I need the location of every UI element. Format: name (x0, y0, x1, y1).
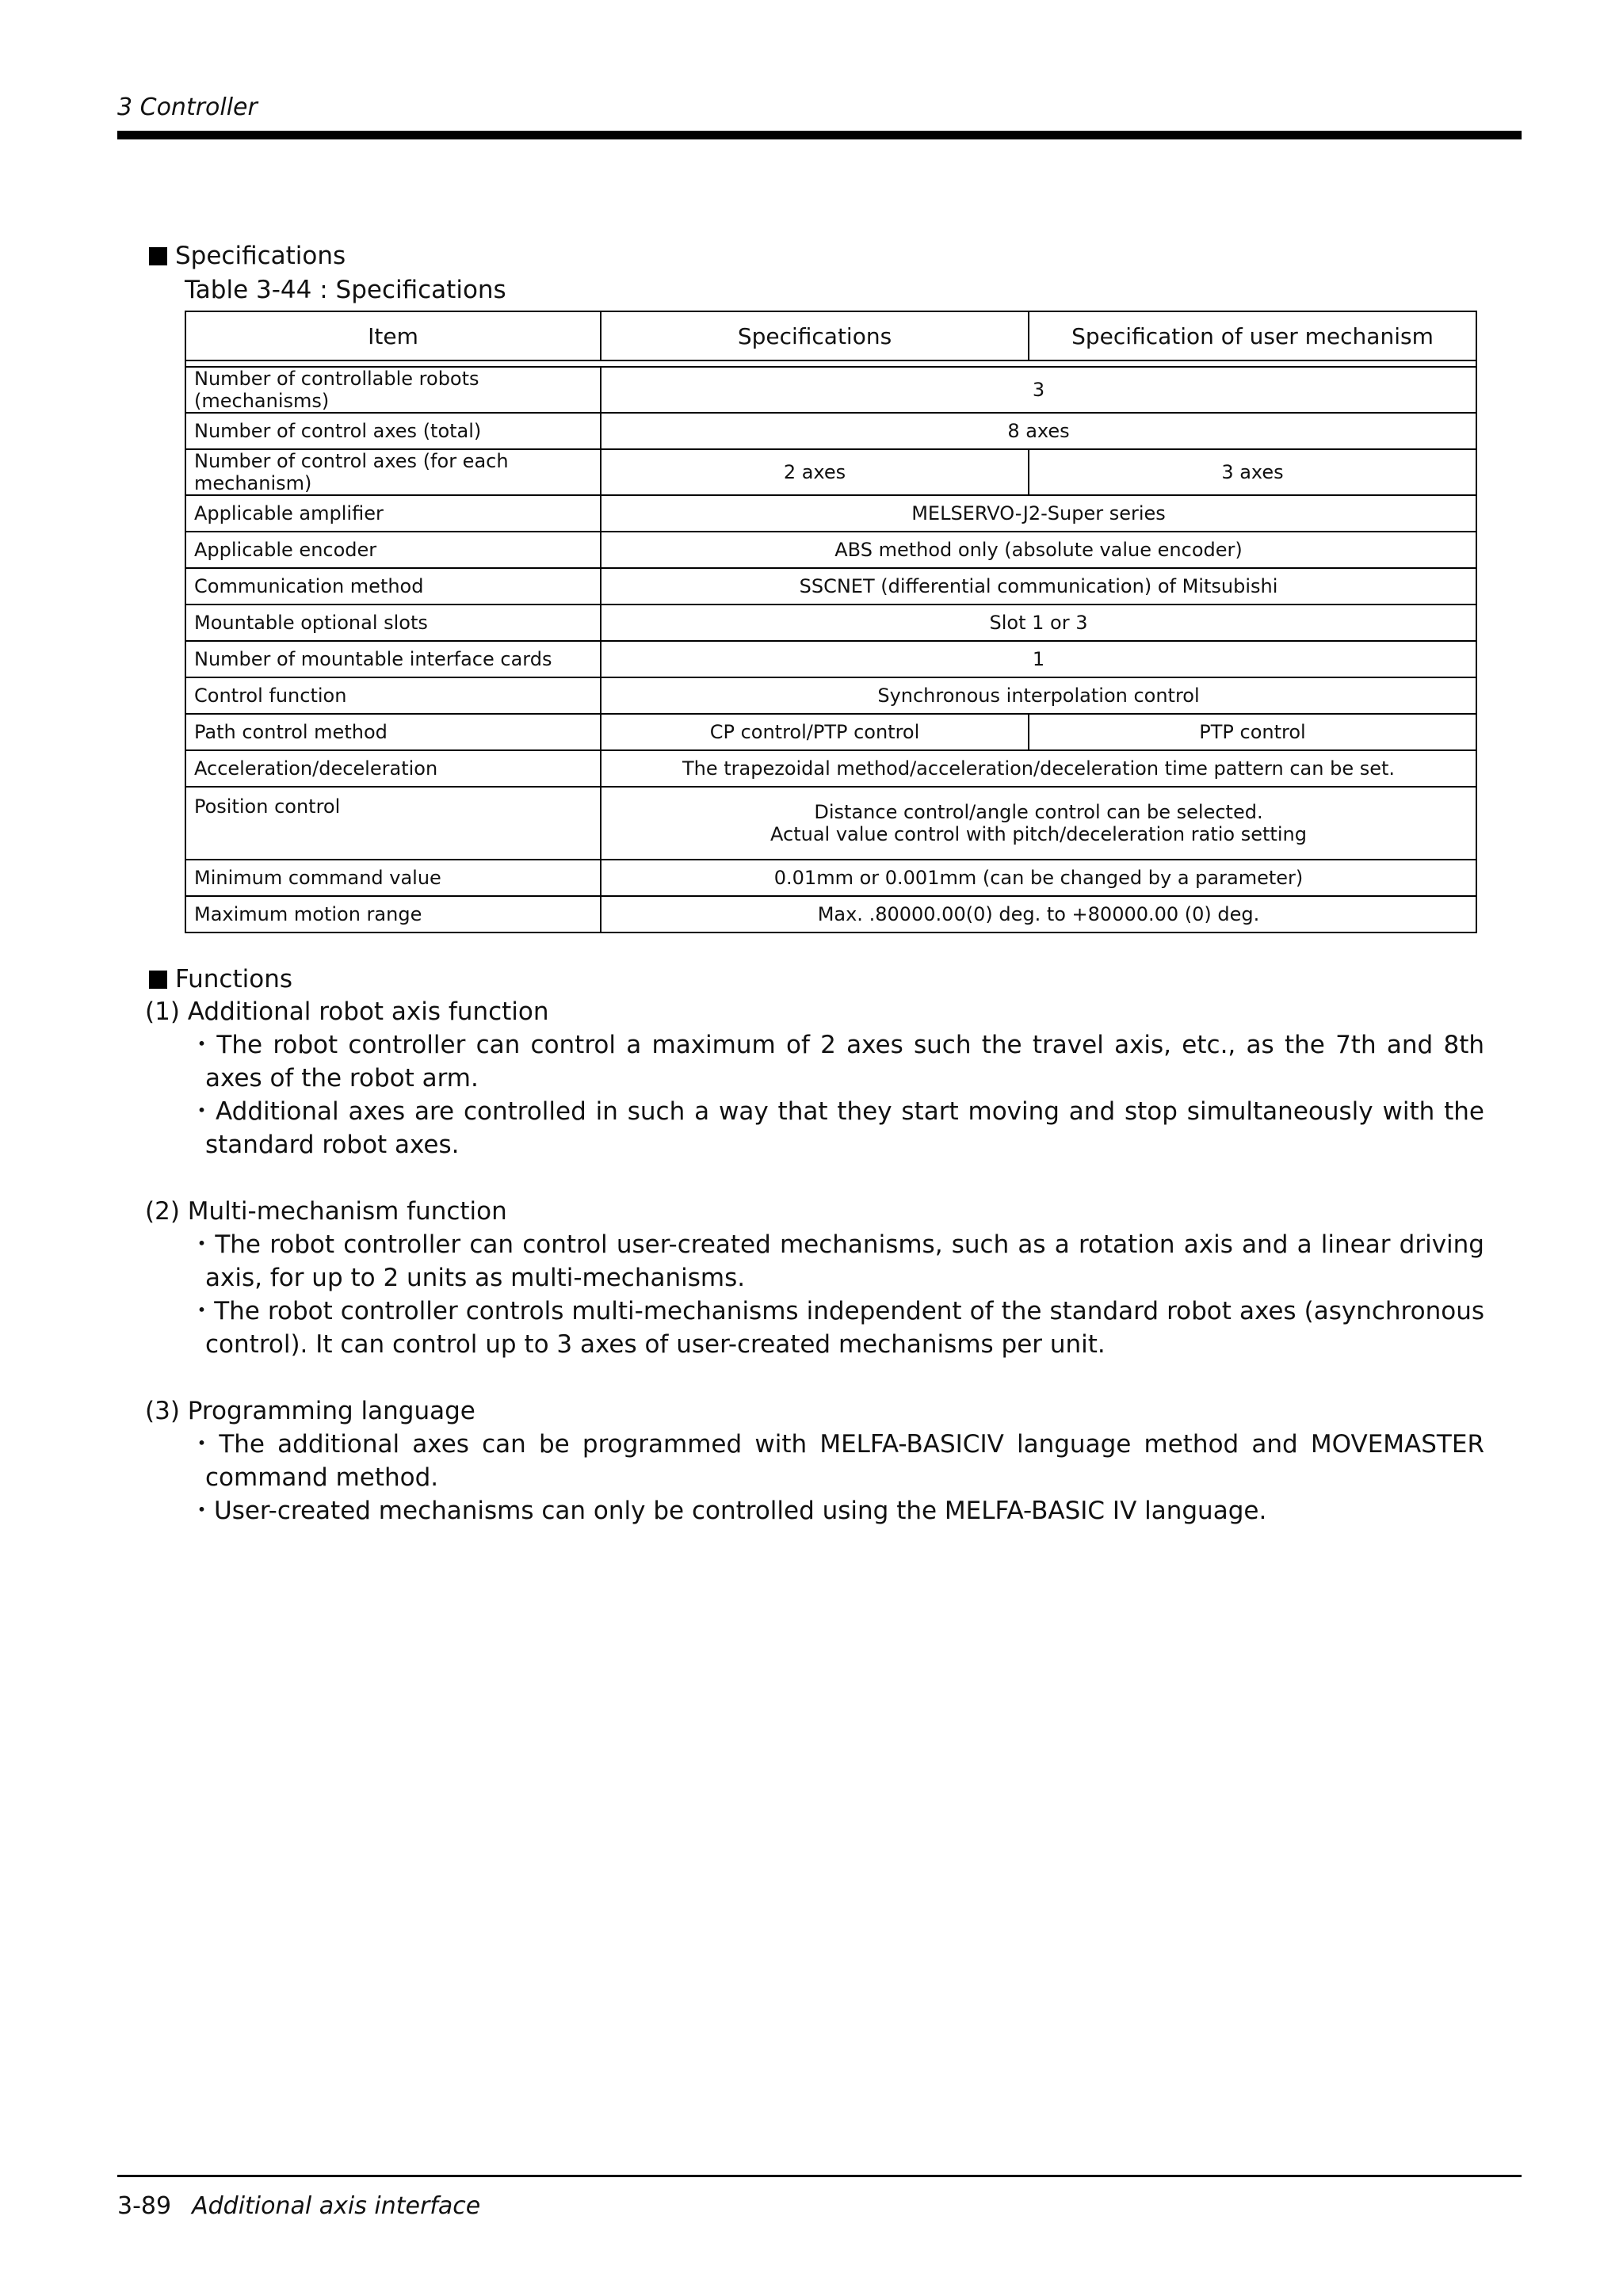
table-row (185, 605, 1476, 641)
row-spec-cell: 2 axes (601, 449, 1029, 495)
row-spec-cell: Max. .80000.00(0) deg. to +80000.00 (0) deg. (601, 896, 1476, 933)
table-row (185, 449, 1476, 495)
row-item-cell: Applicable encoder (185, 532, 601, 568)
specifications-heading (149, 242, 346, 270)
column-header: Item (185, 311, 601, 360)
function-bullet: ・The robot controller can control user-created mechanisms, such as a rotation axis and a linear driving axis, for up to 2 units as multi-mechanisms. (189, 1230, 1484, 1292)
row-spec-cell: CP control/PTP control (601, 714, 1029, 750)
row-user-spec-cell: PTP control (1029, 714, 1476, 750)
row-item-cell: Applicable amplifier (185, 495, 601, 532)
row-item-cell: Number of controllable robots (mechanisms) (185, 367, 601, 413)
table-row (185, 568, 1476, 605)
spec-line: Distance control/angle control can be selected. (814, 801, 1263, 823)
table-row (185, 677, 1476, 714)
function-block (145, 995, 1484, 1161)
table-row (185, 787, 1476, 860)
row-item-cell: Control function (185, 677, 601, 714)
function-bullet: ・Additional axes are controlled in such a way that they start moving and stop simultaneously with the standard robot axes. (189, 1097, 1484, 1159)
table-row (185, 532, 1476, 568)
row-spec-cell: 0.01mm or 0.001mm (can be changed by a parameter) (601, 860, 1476, 896)
row-item-cell: Mountable optional slots (185, 605, 601, 641)
row-item-cell: Number of control axes (for each mechanism) (185, 449, 601, 495)
spec-line: Actual value control with pitch/deceleration ratio setting (770, 823, 1307, 845)
row-item-cell: Path control method (185, 714, 601, 750)
function-bullet: ・User-created mechanisms can only be controlled using the MELFA-BASIC IV language. (189, 1497, 1267, 1525)
row-item-cell: Number of mountable interface cards (185, 641, 601, 677)
page-footer (117, 2192, 480, 2220)
function-bullet: ・The robot controller controls multi-mechanisms independent of the standard robot axes (asynchronous control). It can control up to 3 axes of user-created mechanisms per unit. (189, 1297, 1484, 1359)
table-row (185, 367, 1476, 413)
page-number: 3-89 (117, 2192, 172, 2220)
table-row (185, 714, 1476, 750)
row-item-cell: Position control (185, 787, 601, 860)
table-caption: Table 3-44 : Specifications (185, 276, 506, 304)
function-block (145, 1195, 1484, 1361)
specifications-table (185, 311, 1477, 933)
row-item-cell: Number of control axes (total) (185, 413, 601, 449)
table-row (185, 860, 1476, 896)
row-item-cell: Maximum motion range (185, 896, 601, 933)
square-bullet-icon (149, 971, 167, 989)
row-item-cell: Communication method (185, 568, 601, 605)
row-spec-cell: The trapezoidal method/acceleration/deceleration time pattern can be set. (601, 750, 1476, 787)
page-header-title: 3 Controller (117, 93, 258, 121)
footer-section-title: Additional axis interface (192, 2192, 481, 2220)
function-title: (1) Additional robot axis function (145, 997, 549, 1026)
table-header-row (185, 311, 1476, 360)
row-spec-cell: ABS method only (absolute value encoder) (601, 532, 1476, 568)
row-item-cell: Minimum command value (185, 860, 601, 896)
row-spec-cell: Synchronous interpolation control (601, 677, 1476, 714)
column-header: Specification of user mechanism (1029, 311, 1476, 360)
table-row (185, 641, 1476, 677)
header-rule (117, 131, 1522, 139)
column-header: Specifications (601, 311, 1029, 360)
functions-heading-text: Functions (175, 965, 293, 994)
footer-rule (117, 2175, 1522, 2177)
table-row (185, 413, 1476, 449)
function-block (145, 1394, 1484, 1527)
row-spec-cell (601, 787, 1476, 860)
header-separator (185, 360, 1476, 367)
row-user-spec-cell: 3 axes (1029, 449, 1476, 495)
function-title: (2) Multi-mechanism function (145, 1197, 507, 1226)
row-spec-cell: 1 (601, 641, 1476, 677)
function-bullet: ・The robot controller can control a maximum of 2 axes such the travel axis, etc., as the 7th and 8th axes of the robot arm. (189, 1031, 1484, 1093)
row-spec-cell: SSCNET (differential communication) of Mitsubishi (601, 568, 1476, 605)
functions-heading (149, 965, 292, 994)
function-title: (3) Programming language (145, 1397, 475, 1425)
function-bullet: ・The additional axes can be programmed with MELFA-BASICIV language method and MOVEMASTER command method. (189, 1430, 1484, 1492)
row-spec-cell: Slot 1 or 3 (601, 605, 1476, 641)
table-row (185, 750, 1476, 787)
row-spec-cell: 3 (601, 367, 1476, 413)
row-item-cell: Acceleration/deceleration (185, 750, 601, 787)
square-bullet-icon (149, 247, 167, 265)
row-spec-cell: MELSERVO-J2-Super series (601, 495, 1476, 532)
specifications-heading-text: Specifications (175, 242, 346, 270)
table-row (185, 495, 1476, 532)
row-spec-cell: 8 axes (601, 413, 1476, 449)
table-row (185, 896, 1476, 933)
